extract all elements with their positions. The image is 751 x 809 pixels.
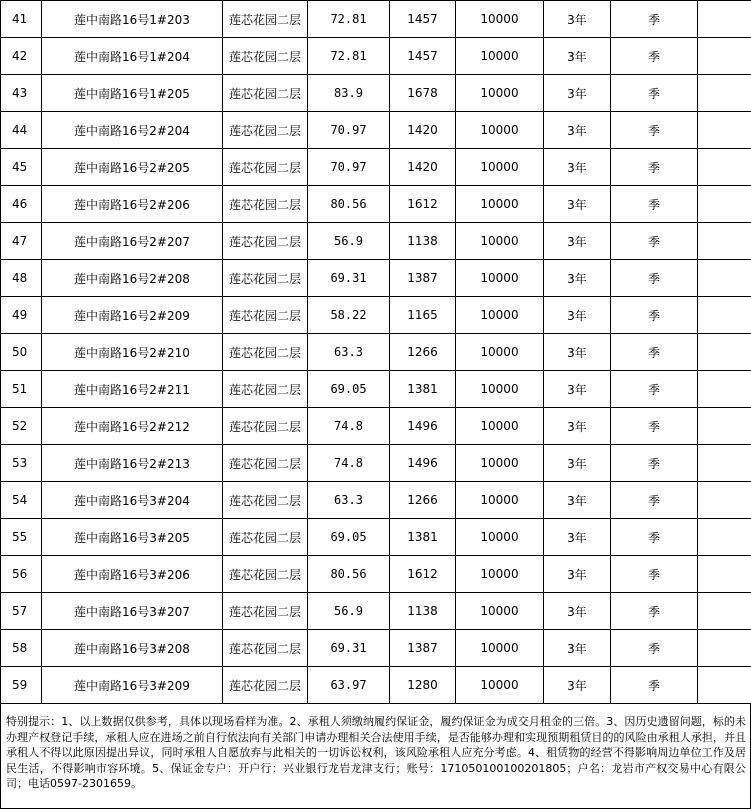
deposit-amount: 10000 bbox=[456, 149, 544, 186]
lease-term: 3年 bbox=[544, 38, 611, 75]
lease-term: 3年 bbox=[544, 667, 611, 704]
property-location: 莲芯花园二层 bbox=[223, 149, 308, 186]
table-row bbox=[1, 334, 751, 371]
table-row bbox=[1, 556, 751, 593]
empty-cell bbox=[698, 186, 751, 223]
empty-cell bbox=[698, 38, 751, 75]
property-address: 莲中南路16号3#204 bbox=[42, 482, 223, 519]
monthly-rent: 1496 bbox=[390, 408, 456, 445]
monthly-rent: 1457 bbox=[390, 38, 456, 75]
monthly-rent: 1381 bbox=[390, 519, 456, 556]
table-row bbox=[1, 445, 751, 482]
deposit-amount: 10000 bbox=[456, 482, 544, 519]
monthly-rent: 1266 bbox=[390, 482, 456, 519]
property-location: 莲芯花园二层 bbox=[223, 186, 308, 223]
table-row bbox=[1, 75, 751, 112]
special-notice: 特别提示：1、以上数据仅供参考，具体以现场看样为准。2、承租人须缴纳履约保证金，履约保证金为成交月租金的三倍。3、因历史遗留问题，标的未办理产权登记手续，承租人应在进场之前自行依法向有关部门申请办理相关合法使用手续，是否能够办理和实现预期租赁目的的风险由承租人承担，并且承租人不得以此原因提出异议，同时承租人自愿放弃与此相关的一切诉讼权利，该风险承租人应充分考虑。4、租赁物的经营不得影响周边单位工作及居民生活，不得影响市容环境。5、保证金专户：开户行：兴业银行龙岩龙津支行；账号：171050100100201805；户名：龙岩市产权交易中心有限公司；电话0597-2301659。 bbox=[0, 703, 751, 809]
empty-cell bbox=[698, 371, 751, 408]
floor-area: 56.9 bbox=[308, 223, 390, 260]
row-number: 46 bbox=[1, 186, 42, 223]
property-address: 莲中南路16号2#209 bbox=[42, 297, 223, 334]
empty-cell bbox=[698, 334, 751, 371]
property-address: 莲中南路16号3#205 bbox=[42, 519, 223, 556]
floor-area: 69.31 bbox=[308, 630, 390, 667]
deposit-amount: 10000 bbox=[456, 75, 544, 112]
floor-area: 63.3 bbox=[308, 482, 390, 519]
floor-area: 58.22 bbox=[308, 297, 390, 334]
empty-cell bbox=[698, 149, 751, 186]
deposit-amount: 10000 bbox=[456, 297, 544, 334]
monthly-rent: 1496 bbox=[390, 445, 456, 482]
empty-cell bbox=[698, 445, 751, 482]
table-row bbox=[1, 149, 751, 186]
lease-term: 3年 bbox=[544, 260, 611, 297]
floor-area: 74.8 bbox=[308, 445, 390, 482]
property-location: 莲芯花园二层 bbox=[223, 408, 308, 445]
payment-cycle: 季 bbox=[611, 593, 698, 630]
empty-cell bbox=[698, 223, 751, 260]
row-number: 47 bbox=[1, 223, 42, 260]
table-row bbox=[1, 297, 751, 334]
row-number: 50 bbox=[1, 334, 42, 371]
row-number: 56 bbox=[1, 556, 42, 593]
table-row bbox=[1, 593, 751, 630]
property-address: 莲中南路16号1#203 bbox=[42, 1, 223, 38]
row-number: 54 bbox=[1, 482, 42, 519]
property-address: 莲中南路16号2#204 bbox=[42, 112, 223, 149]
deposit-amount: 10000 bbox=[456, 186, 544, 223]
payment-cycle: 季 bbox=[611, 482, 698, 519]
property-location: 莲芯花园二层 bbox=[223, 75, 308, 112]
property-address: 莲中南路16号3#209 bbox=[42, 667, 223, 704]
deposit-amount: 10000 bbox=[456, 334, 544, 371]
monthly-rent: 1387 bbox=[390, 630, 456, 667]
table-row bbox=[1, 1, 751, 38]
deposit-amount: 10000 bbox=[456, 519, 544, 556]
deposit-amount: 10000 bbox=[456, 556, 544, 593]
deposit-amount: 10000 bbox=[456, 408, 544, 445]
property-location: 莲芯花园二层 bbox=[223, 297, 308, 334]
empty-cell bbox=[698, 667, 751, 704]
payment-cycle: 季 bbox=[611, 149, 698, 186]
property-address: 莲中南路16号2#205 bbox=[42, 149, 223, 186]
row-number: 42 bbox=[1, 38, 42, 75]
empty-cell bbox=[698, 519, 751, 556]
property-location: 莲芯花园二层 bbox=[223, 482, 308, 519]
empty-cell bbox=[698, 297, 751, 334]
row-number: 55 bbox=[1, 519, 42, 556]
empty-cell bbox=[698, 482, 751, 519]
table-row bbox=[1, 260, 751, 297]
floor-area: 83.9 bbox=[308, 75, 390, 112]
payment-cycle: 季 bbox=[611, 334, 698, 371]
row-number: 58 bbox=[1, 630, 42, 667]
row-number: 48 bbox=[1, 260, 42, 297]
lease-term: 3年 bbox=[544, 149, 611, 186]
floor-area: 74.8 bbox=[308, 408, 390, 445]
table-row bbox=[1, 667, 751, 704]
table-row bbox=[1, 223, 751, 260]
monthly-rent: 1420 bbox=[390, 149, 456, 186]
payment-cycle: 季 bbox=[611, 667, 698, 704]
property-location: 莲芯花园二层 bbox=[223, 1, 308, 38]
payment-cycle: 季 bbox=[611, 223, 698, 260]
lease-term: 3年 bbox=[544, 593, 611, 630]
monthly-rent: 1138 bbox=[390, 593, 456, 630]
table-row bbox=[1, 112, 751, 149]
payment-cycle: 季 bbox=[611, 1, 698, 38]
deposit-amount: 10000 bbox=[456, 1, 544, 38]
property-location: 莲芯花园二层 bbox=[223, 556, 308, 593]
table-row bbox=[1, 186, 751, 223]
empty-cell bbox=[698, 112, 751, 149]
table-row bbox=[1, 630, 751, 667]
payment-cycle: 季 bbox=[611, 371, 698, 408]
property-location: 莲芯花园二层 bbox=[223, 112, 308, 149]
property-address: 莲中南路16号2#208 bbox=[42, 260, 223, 297]
lease-term: 3年 bbox=[544, 371, 611, 408]
empty-cell bbox=[698, 260, 751, 297]
payment-cycle: 季 bbox=[611, 75, 698, 112]
payment-cycle: 季 bbox=[611, 519, 698, 556]
monthly-rent: 1381 bbox=[390, 371, 456, 408]
property-address: 莲中南路16号2#210 bbox=[42, 334, 223, 371]
property-location: 莲芯花园二层 bbox=[223, 445, 308, 482]
lease-term: 3年 bbox=[544, 112, 611, 149]
monthly-rent: 1420 bbox=[390, 112, 456, 149]
property-location: 莲芯花园二层 bbox=[223, 630, 308, 667]
lease-term: 3年 bbox=[544, 556, 611, 593]
payment-cycle: 季 bbox=[611, 186, 698, 223]
floor-area: 69.05 bbox=[308, 519, 390, 556]
property-location: 莲芯花园二层 bbox=[223, 519, 308, 556]
property-location: 莲芯花园二层 bbox=[223, 223, 308, 260]
row-number: 52 bbox=[1, 408, 42, 445]
monthly-rent: 1457 bbox=[390, 1, 456, 38]
deposit-amount: 10000 bbox=[456, 445, 544, 482]
property-address: 莲中南路16号3#208 bbox=[42, 630, 223, 667]
property-location: 莲芯花园二层 bbox=[223, 371, 308, 408]
payment-cycle: 季 bbox=[611, 408, 698, 445]
payment-cycle: 季 bbox=[611, 556, 698, 593]
lease-term: 3年 bbox=[544, 519, 611, 556]
table-row bbox=[1, 38, 751, 75]
empty-cell bbox=[698, 1, 751, 38]
floor-area: 80.56 bbox=[308, 186, 390, 223]
property-location: 莲芯花园二层 bbox=[223, 260, 308, 297]
payment-cycle: 季 bbox=[611, 38, 698, 75]
monthly-rent: 1165 bbox=[390, 297, 456, 334]
lease-term: 3年 bbox=[544, 75, 611, 112]
floor-area: 63.97 bbox=[308, 667, 390, 704]
monthly-rent: 1138 bbox=[390, 223, 456, 260]
lease-term: 3年 bbox=[544, 445, 611, 482]
row-number: 59 bbox=[1, 667, 42, 704]
payment-cycle: 季 bbox=[611, 445, 698, 482]
property-address: 莲中南路16号3#206 bbox=[42, 556, 223, 593]
row-number: 57 bbox=[1, 593, 42, 630]
lease-term: 3年 bbox=[544, 186, 611, 223]
deposit-amount: 10000 bbox=[456, 630, 544, 667]
lease-term: 3年 bbox=[544, 1, 611, 38]
payment-cycle: 季 bbox=[611, 630, 698, 667]
floor-area: 56.9 bbox=[308, 593, 390, 630]
property-location: 莲芯花园二层 bbox=[223, 667, 308, 704]
property-location: 莲芯花园二层 bbox=[223, 593, 308, 630]
floor-area: 69.31 bbox=[308, 260, 390, 297]
monthly-rent: 1678 bbox=[390, 75, 456, 112]
floor-area: 70.97 bbox=[308, 149, 390, 186]
floor-area: 63.3 bbox=[308, 334, 390, 371]
table-row bbox=[1, 371, 751, 408]
deposit-amount: 10000 bbox=[456, 593, 544, 630]
property-location: 莲芯花园二层 bbox=[223, 334, 308, 371]
lease-term: 3年 bbox=[544, 408, 611, 445]
payment-cycle: 季 bbox=[611, 297, 698, 334]
row-number: 45 bbox=[1, 149, 42, 186]
property-address: 莲中南路16号2#207 bbox=[42, 223, 223, 260]
table-body bbox=[1, 1, 751, 704]
monthly-rent: 1387 bbox=[390, 260, 456, 297]
empty-cell bbox=[698, 75, 751, 112]
row-number: 49 bbox=[1, 297, 42, 334]
row-number: 44 bbox=[1, 112, 42, 149]
deposit-amount: 10000 bbox=[456, 260, 544, 297]
row-number: 41 bbox=[1, 1, 42, 38]
floor-area: 69.05 bbox=[308, 371, 390, 408]
lease-term: 3年 bbox=[544, 297, 611, 334]
lease-term: 3年 bbox=[544, 482, 611, 519]
empty-cell bbox=[698, 408, 751, 445]
monthly-rent: 1266 bbox=[390, 334, 456, 371]
table-row bbox=[1, 519, 751, 556]
table-row bbox=[1, 408, 751, 445]
property-address: 莲中南路16号1#204 bbox=[42, 38, 223, 75]
monthly-rent: 1612 bbox=[390, 556, 456, 593]
floor-area: 72.81 bbox=[308, 38, 390, 75]
payment-cycle: 季 bbox=[611, 260, 698, 297]
row-number: 51 bbox=[1, 371, 42, 408]
empty-cell bbox=[698, 556, 751, 593]
property-address: 莲中南路16号2#211 bbox=[42, 371, 223, 408]
property-address: 莲中南路16号2#206 bbox=[42, 186, 223, 223]
monthly-rent: 1280 bbox=[390, 667, 456, 704]
lease-term: 3年 bbox=[544, 630, 611, 667]
property-address: 莲中南路16号1#205 bbox=[42, 75, 223, 112]
lease-term: 3年 bbox=[544, 223, 611, 260]
property-address: 莲中南路16号3#207 bbox=[42, 593, 223, 630]
deposit-amount: 10000 bbox=[456, 667, 544, 704]
floor-area: 80.56 bbox=[308, 556, 390, 593]
deposit-amount: 10000 bbox=[456, 38, 544, 75]
row-number: 53 bbox=[1, 445, 42, 482]
lease-term: 3年 bbox=[544, 334, 611, 371]
deposit-amount: 10000 bbox=[456, 223, 544, 260]
payment-cycle: 季 bbox=[611, 112, 698, 149]
empty-cell bbox=[698, 630, 751, 667]
monthly-rent: 1612 bbox=[390, 186, 456, 223]
property-address: 莲中南路16号2#212 bbox=[42, 408, 223, 445]
property-address: 莲中南路16号2#213 bbox=[42, 445, 223, 482]
table-row bbox=[1, 482, 751, 519]
floor-area: 72.81 bbox=[308, 1, 390, 38]
deposit-amount: 10000 bbox=[456, 371, 544, 408]
row-number: 43 bbox=[1, 75, 42, 112]
empty-cell bbox=[698, 593, 751, 630]
property-location: 莲芯花园二层 bbox=[223, 38, 308, 75]
floor-area: 70.97 bbox=[308, 112, 390, 149]
deposit-amount: 10000 bbox=[456, 112, 544, 149]
